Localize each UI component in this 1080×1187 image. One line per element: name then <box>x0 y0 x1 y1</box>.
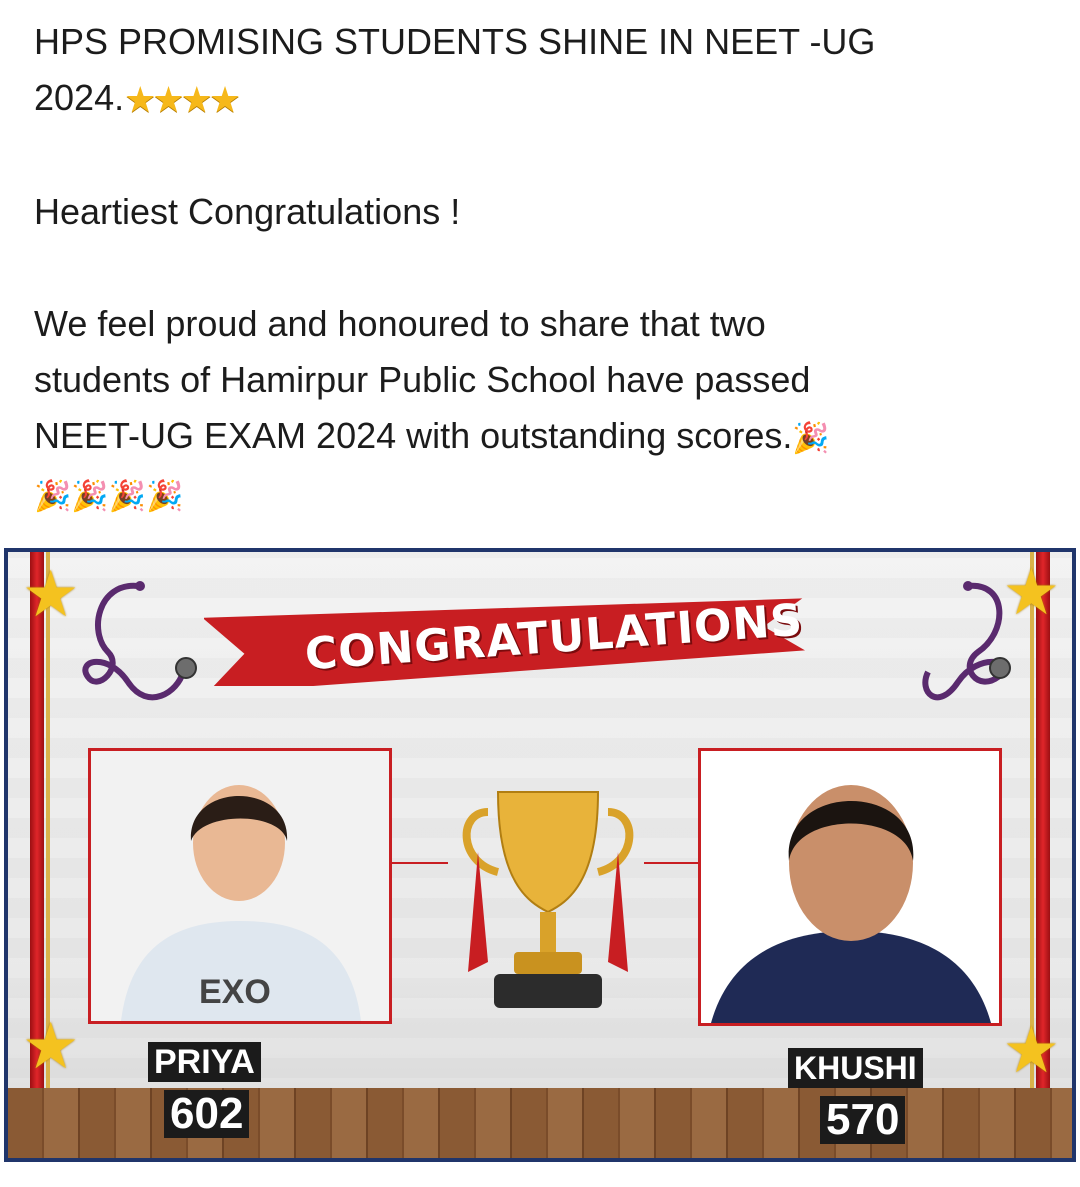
congrats-line: Heartiest Congratulations ! <box>34 191 461 233</box>
party-popper-icon: 🎉 <box>792 421 830 455</box>
post-text <box>34 14 1054 525</box>
student-photo-left <box>88 748 392 1024</box>
body-line-3-text: NEET-UG EXAM 2024 with outstanding scores. <box>34 415 793 457</box>
banner-title: CONGRATULATIONS <box>303 594 805 681</box>
student-portrait-right <box>701 751 999 1023</box>
connector-line <box>644 862 698 864</box>
trophy-icon <box>448 772 648 1022</box>
star-emoji-icon: ★★★★ <box>124 79 238 121</box>
congratulations-poster <box>4 548 1076 1162</box>
corner-star-icon: ★ <box>1002 556 1060 628</box>
right-curtain <box>1036 552 1050 1088</box>
body-line-2: students of Hamirpur Public School have passed <box>34 359 811 401</box>
student-photo-right <box>698 748 1002 1026</box>
student-name-right: KHUSHI <box>788 1048 923 1088</box>
student-name-left: PRIYA <box>148 1042 261 1082</box>
left-curtain-pole <box>46 552 50 1088</box>
stethoscope-icon <box>68 572 208 722</box>
party-emoji-row <box>34 467 1054 525</box>
student-score-left: 602 <box>164 1090 249 1138</box>
headline-line-1: HPS PROMISING STUDENTS SHINE IN NEET -UG <box>34 21 876 62</box>
student-portrait-left <box>91 751 389 1021</box>
body-line-1: We feel proud and honoured to share that two <box>34 303 766 345</box>
corner-star-icon: ★ <box>22 558 80 630</box>
left-curtain <box>30 552 44 1088</box>
student-score-right: 570 <box>820 1096 905 1144</box>
body-line-3 <box>34 408 1054 466</box>
stethoscope-icon <box>898 572 1038 722</box>
corner-star-icon: ★ <box>22 1010 80 1082</box>
party-popper-icon: 🎉🎉🎉🎉 <box>34 480 184 514</box>
headline-line-2 <box>34 70 1054 128</box>
shirt-text: EXO <box>199 973 271 1011</box>
headline-year: 2024. <box>34 77 125 118</box>
connector-line <box>392 862 448 864</box>
corner-star-icon: ★ <box>1002 1014 1060 1086</box>
